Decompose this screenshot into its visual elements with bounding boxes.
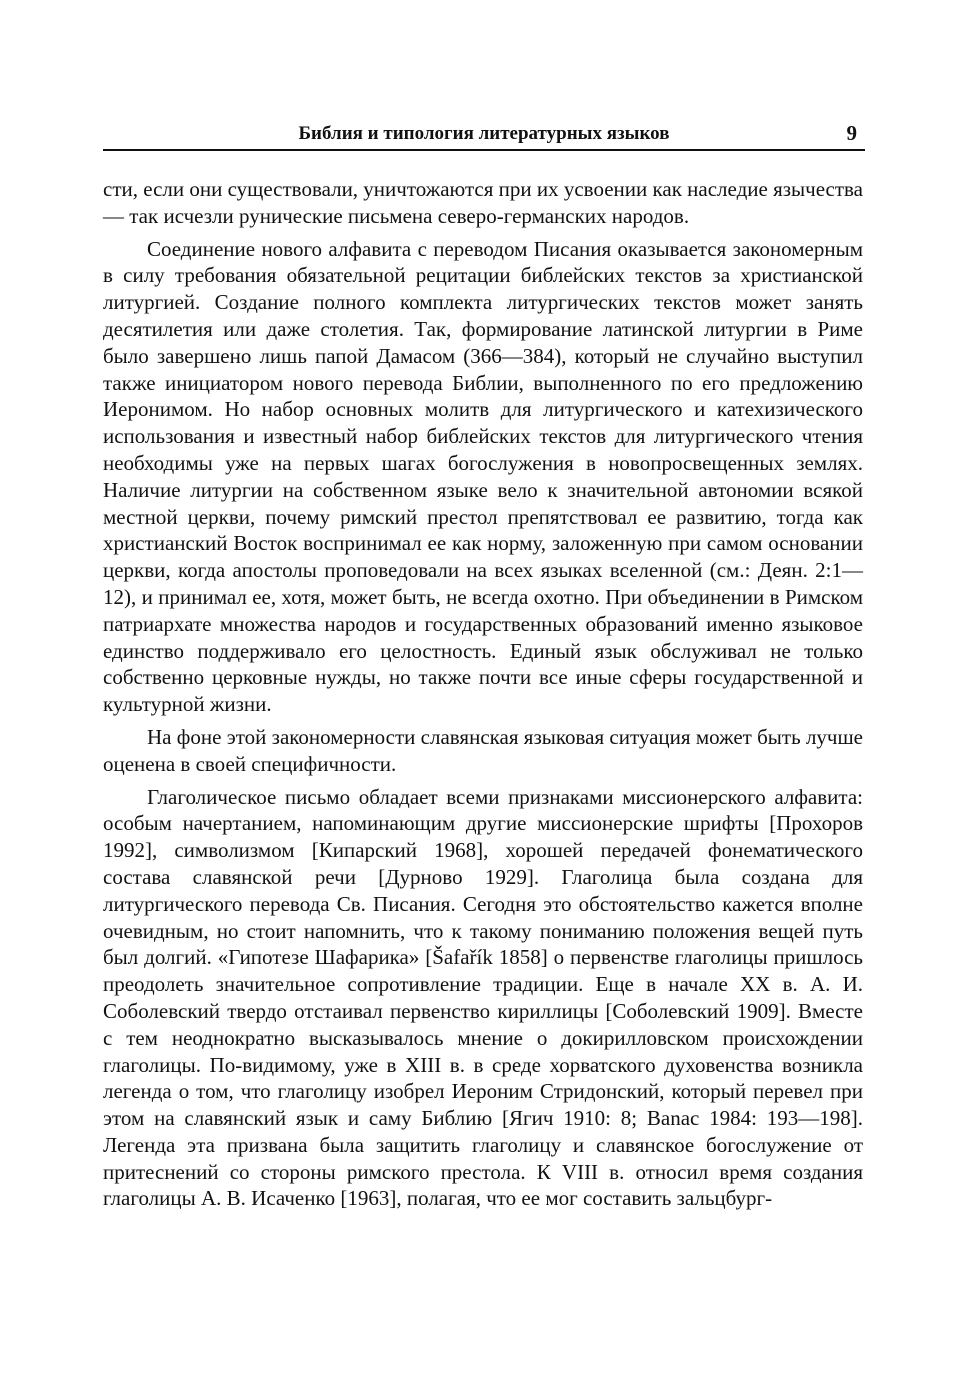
page-number: 9 xyxy=(846,121,857,145)
running-header xyxy=(103,119,865,151)
paragraph-continuation: сти, если они существовали, уничтожаются при их усвоении как наследие язычества — так исчезли рунические письмена северо-германских народов. xyxy=(103,177,863,228)
paragraph: Глаголическое письмо обладает всеми признаками миссионерского алфавита: особым начертанием, напоминающим другие миссионерские шрифты [Прохоров 1992], символизмом [Кипарский 1968], хорошей передачей фонематического состава славянской речи [Дурново 1929]. Глаголица была создана для литургического перевода Св. Писания. Сегодня это обстоятельство кажется вполне очевидным, но стоит напомнить, что к такому пониманию положения вещей путь был долгий. «Гипотезе Шафарика» [Šafařík 1858] о первенстве глаголицы пришлось преодолеть значительное сопротивление традиции. Еще в начале XX в. А. И. Соболевский твердо отстаивал первенство кириллицы [Соболевский 1909]. Вместе с тем неоднократно высказывалось мнение о докирилловском происхождении глаголицы. По-видимому, уже в XIII в. в среде хорватского духовенства возникла легенда о том, что глаголицу изобрел Иероним Стридонский, который перевел при этом на славянский язык и саму Библию [Ягич 1910: 8; Banac 1984: 193—198]. Легенда эта призвана была защитить глаголицу и славянское богослужение от притеснений со стороны римского престола. К VIII в. относил время создания глаголицы А. В. Исаченко [1963], полагая, что ее мог составить зальцбург- xyxy=(103,784,863,1211)
paragraph: На фоне этой закономерности славянская языковая ситуация может быть лучше оценена в своей специфичности. xyxy=(103,724,863,776)
body-text xyxy=(103,176,863,1218)
running-title: Библия и типология литературных языков xyxy=(298,123,670,144)
paragraph: Соединение нового алфавита с переводом Писания оказывается закономерным в силу требования обязательной рецитации библейских текстов за христианской литургией. Создание полного комплекта литургических текстов может занять десятилетия или даже столетия. Так, формирование латинской литургии в Риме было завершено лишь папой Дамасом (366—384), который не случайно выступил также инициатором нового перевода Библии, выполненного по его предложению Иеронимом. Но набор основных молитв для литургического и катехизического использования и известный набор библейских текстов для литургического чтения необходимы уже на первых шагах богослужения в новопросвещенных землях. Наличие литургии на собственном языке вело к значительной автономии всякой местной церкви, почему римский престол препятствовал ее развитию, тогда как христианский Восток воспринимал ее как норму, заложенную при самом основании церкви, когда апостолы проповедовали на всех языках вселенной (см.: Деян. 2:1—12), и принимал ее, хотя, может быть, не всегда охотно. При объединении в Римском патриархате множества народов и государственных образований именно языковое единство поддерживало его целостность. Единый язык обслуживал не только собственно церковные нужды, но также почти все иные сферы государственной и культурной жизни. xyxy=(103,236,863,717)
